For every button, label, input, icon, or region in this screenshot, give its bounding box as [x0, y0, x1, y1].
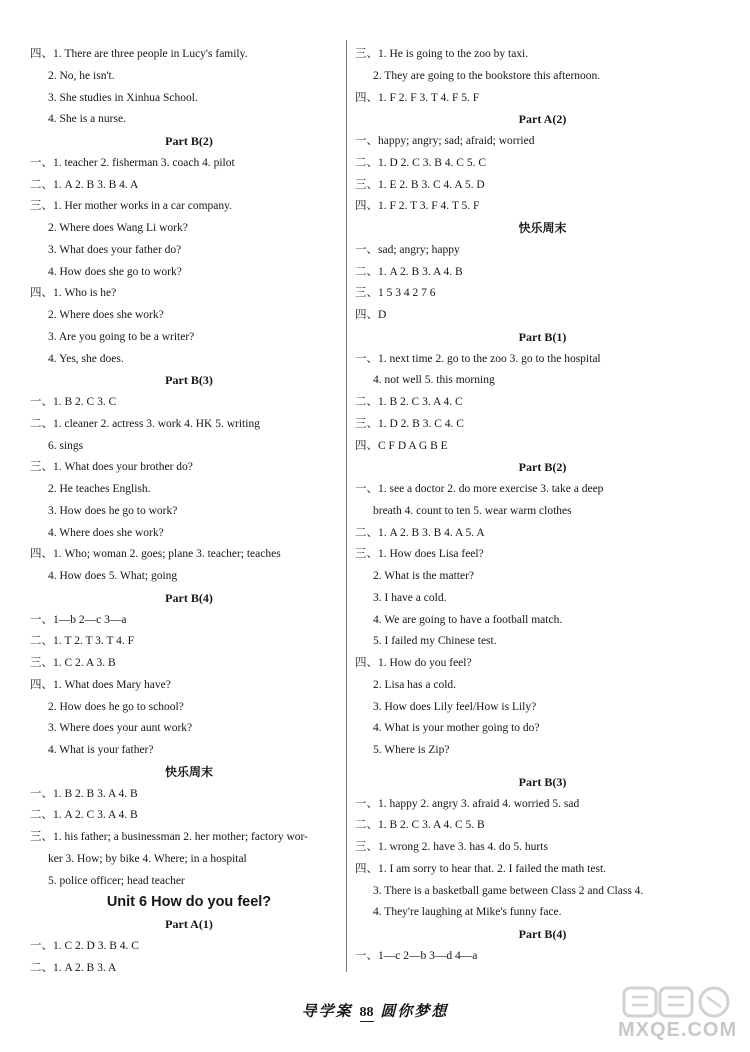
answer-line: 四、C F D A G B E: [355, 439, 448, 452]
answer-line: 四、1. I am sorry to hear that. 2. I failed the math test.: [355, 862, 607, 875]
answer-line: 四、1. How do you feel?: [355, 657, 472, 669]
answer-line: 三、1. Her mother works in a car company.: [30, 200, 233, 213]
answer-subline: 2. He teaches English.: [48, 483, 151, 495]
answer-subline: 3. How does Lily feel/How is Lily?: [373, 700, 537, 713]
unit-title: Unit 6 How do you feel?: [106, 894, 272, 911]
answer-line: 四、D: [355, 309, 387, 321]
answer-line: 一、happy; angry; sad; afraid; worried: [355, 135, 535, 147]
answer-subline: breath 4. count to ten 5. wear warm clothes: [373, 504, 572, 517]
answer-subline: 4. What is your father?: [48, 744, 154, 756]
page-number: 88: [359, 1005, 374, 1020]
answer-subline: ker 3. How; by bike 4. Where; in a hospital: [48, 852, 247, 865]
answer-line: 二、1. B 2. C 3. A 4. C: [355, 396, 463, 408]
answer-line: 三、1. his father; a businessman 2. her mother; factory wor-: [30, 831, 308, 843]
answer-line: 三、1. C 2. A 3. B: [30, 657, 116, 669]
answer-line: 三、1. How does Lisa feel?: [355, 548, 484, 561]
spacer: [355, 762, 730, 772]
answer-subline: 4. They're laughing at Mike's funny face.: [373, 906, 562, 919]
section-heading: Part B(2): [518, 460, 567, 475]
answer-subline: 3. There is a basketball game between Class 2 and Class 4.: [373, 884, 644, 897]
answer-line: 三、1. D 2. B 3. C 4. C: [355, 417, 464, 430]
answer-line: 一、1. see a doctor 2. do more exercise 3. take a deep: [355, 483, 604, 495]
watermark: [616, 985, 740, 1045]
answer-line: 四、1. F 2. F 3. T 4. F 5. F: [355, 91, 480, 104]
answer-line: 三、1. wrong 2. have 3. has 4. do 5. hurts: [355, 841, 548, 853]
answer-line: 四、1. Who; woman 2. goes; plane 3. teacher; teaches: [30, 548, 281, 561]
watermark-logo-icon: [622, 985, 732, 1019]
answer-subline: 2. Where does Wang Li work?: [48, 222, 188, 234]
answer-subline: 3. What does your father do?: [48, 243, 182, 256]
section-heading: Part B(4): [165, 590, 213, 605]
answer-line: 四、1. Who is he?: [30, 287, 117, 300]
answer-subline: 4. not well 5. this morning: [373, 374, 495, 387]
answer-line: 三、1. E 2. B 3. C 4. A 5. D: [355, 178, 485, 191]
section-heading: Part A(1): [165, 917, 213, 931]
answer-line: 一、1. C 2. D 3. B 4. C: [30, 939, 139, 952]
answer-subline: 5. police officer; head teacher: [48, 874, 185, 887]
answer-subline: 4. She is a nurse.: [48, 113, 126, 126]
section-heading: 快乐周末: [164, 764, 213, 779]
answer-subline: 3. How does he go to work?: [48, 504, 178, 517]
answer-subline: 4. What is your mother going to do?: [373, 722, 540, 735]
answer-line: 二、1. B 2. C 3. A 4. C 5. B: [355, 819, 485, 832]
section-heading: Part B(3): [518, 774, 567, 789]
answer-line: 二、1. A 2. B 3. B 4. A 5. A: [355, 526, 485, 539]
answer-line: 四、1. What does Mary have?: [30, 678, 171, 691]
answer-line: 二、1. A 2. B 3. B 4. A: [30, 178, 139, 191]
footer-brand-right: 圆你梦想: [380, 1002, 449, 1020]
answer-subline: 4. We are going to have a football match.: [373, 613, 563, 626]
answer-line: 一、1. B 2. B 3. A 4. B: [30, 787, 138, 800]
answer-subline: 2. Where does she work?: [48, 309, 164, 321]
answer-line: 二、1. A 2. B 3. A: [30, 961, 117, 974]
section-heading: Part B(4): [518, 927, 567, 941]
answer-column-right: [355, 44, 730, 968]
answer-line: 三、1. What does your brother do?: [30, 461, 193, 474]
answer-line: 三、1. He is going to the zoo by taxi.: [355, 48, 529, 60]
answer-line: 一、1—b 2—c 3—a: [30, 613, 127, 626]
answer-line: 三、1 5 3 4 2 7 6: [355, 287, 436, 300]
answer-subline: 5. Where is Zip?: [373, 744, 450, 756]
answer-line: 一、1—c 2—b 3—d 4—a: [355, 949, 478, 962]
answer-line: 二、1. T 2. T 3. T 4. F: [30, 635, 135, 648]
answer-line: 四、1. F 2. T 3. F 4. T 5. F: [355, 200, 480, 213]
watermark-text: MXQE.COM: [618, 1019, 738, 1041]
answer-subline: 4. How does she go to work?: [48, 265, 182, 278]
answer-line: 一、sad; angry; happy: [355, 243, 460, 256]
answer-line: 二、1. cleaner 2. actress 3. work 4. HK 5. writing: [30, 417, 260, 430]
section-heading: Part B(1): [518, 329, 567, 344]
footer-brand-left: 导学案: [301, 1002, 353, 1020]
section-heading: Part A(2): [518, 112, 567, 127]
answer-subline: 3. Are you going to be a writer?: [48, 330, 195, 343]
answer-line: 一、1. teacher 2. fisherman 3. coach 4. pilot: [30, 156, 235, 169]
answer-subline: 2. No, he isn't.: [48, 69, 115, 82]
answer-subline: 6. sings: [48, 439, 84, 452]
answer-subline: 4. How does 5. What; going: [48, 570, 178, 582]
answer-line: 二、1. A 2. B 3. A 4. B: [355, 265, 463, 278]
answer-line: 一、1. B 2. C 3. C: [30, 396, 117, 408]
answer-column-left: [30, 44, 348, 979]
answer-subline: 4. Where does she work?: [48, 526, 164, 539]
answer-subline: 4. Yes, she does.: [48, 352, 124, 365]
answer-subline: 2. Lisa has a cold.: [373, 678, 457, 691]
answer-line: 一、1. happy 2. angry 3. afraid 4. worried 5. sad: [355, 797, 580, 810]
answer-subline: 3. Where does your aunt work?: [48, 722, 193, 735]
section-heading: Part B(2): [165, 134, 213, 148]
answer-subline: 3. She studies in Xinhua School.: [48, 91, 198, 104]
answer-subline: 2. They are going to the bookstore this afternoon.: [373, 69, 601, 82]
answer-subline: 2. How does he go to school?: [48, 700, 184, 713]
answer-subline: 3. I have a cold.: [373, 591, 447, 604]
answer-line: 二、1. A 2. C 3. A 4. B: [30, 809, 138, 822]
section-heading: 快乐周末: [518, 221, 567, 235]
answer-line: 四、1. There are three people in Lucy's family.: [30, 48, 248, 60]
answer-subline: 2. What is the matter?: [373, 570, 475, 582]
answer-subline: 5. I failed my Chinese test.: [373, 635, 497, 648]
section-heading: Part B(3): [165, 373, 213, 388]
answer-line: 一、1. next time 2. go to the zoo 3. go to the hospital: [355, 352, 601, 365]
answer-line: 二、1. D 2. C 3. B 4. C 5. C: [355, 156, 486, 169]
